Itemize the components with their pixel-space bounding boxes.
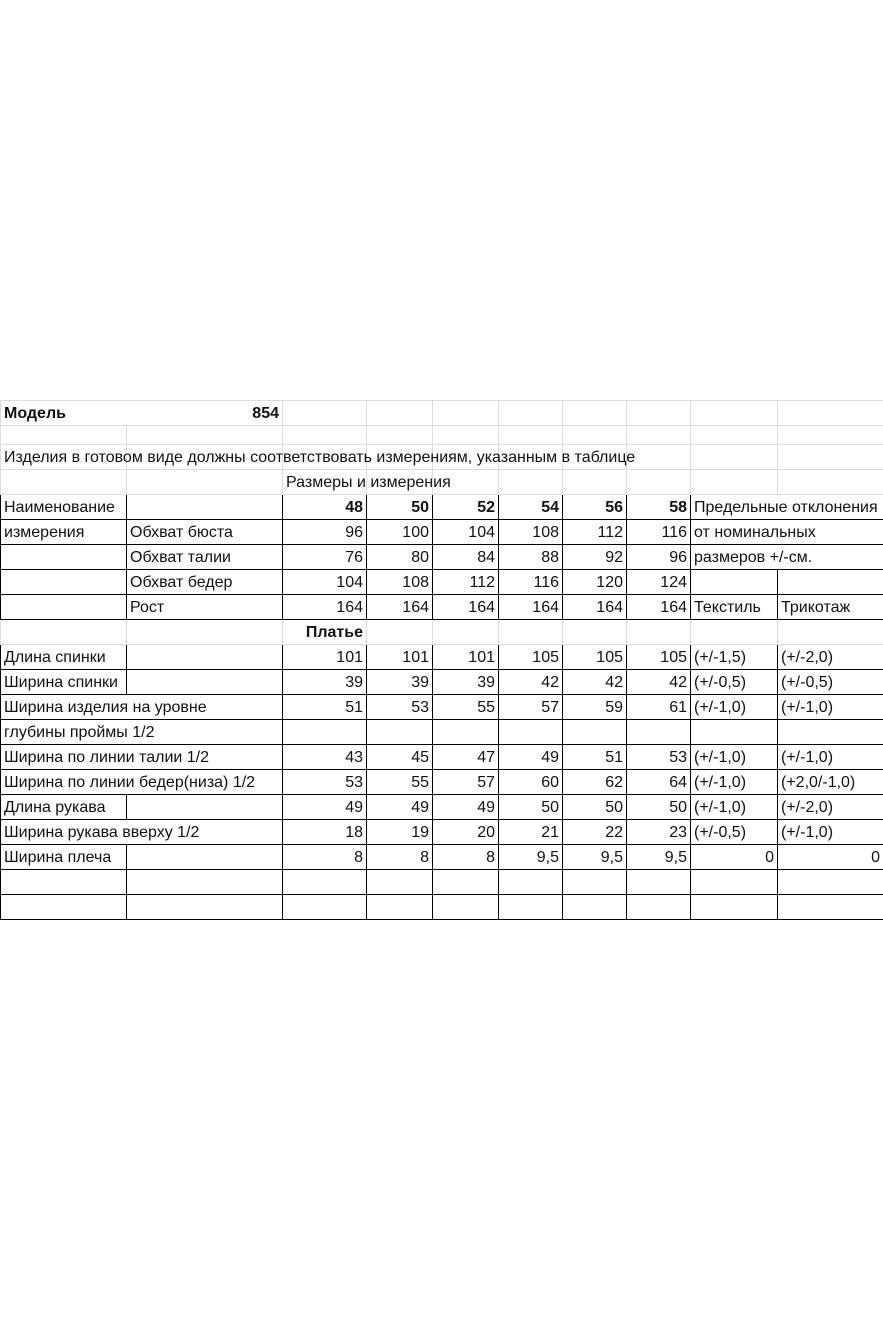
spreadsheet xyxy=(0,400,883,920)
measurement-value[interactable]: 80 xyxy=(367,545,433,570)
cell[interactable] xyxy=(691,895,778,920)
product-measure-name[interactable]: Ширина плеча xyxy=(1,845,127,870)
product-row xyxy=(1,795,883,820)
product-value[interactable]: 42 xyxy=(499,670,563,695)
product-value[interactable]: 49 xyxy=(499,745,563,770)
product-value[interactable]: 57 xyxy=(433,770,499,795)
name-header-cont[interactable]: измерения xyxy=(1,520,127,545)
product-value[interactable] xyxy=(283,720,367,745)
knit-tolerance[interactable]: (+/-1,0) xyxy=(778,745,883,770)
measurement-value[interactable]: 120 xyxy=(563,570,627,595)
cell[interactable] xyxy=(283,895,367,920)
product-title[interactable]: Платье xyxy=(283,620,367,645)
section-title[interactable]: Размеры и измерения xyxy=(283,470,367,495)
measurement-value[interactable]: 104 xyxy=(433,520,499,545)
measurement-value[interactable]: 116 xyxy=(627,520,691,545)
product-row xyxy=(1,770,883,795)
cell[interactable] xyxy=(691,870,778,895)
product-value[interactable] xyxy=(627,720,691,745)
cell[interactable] xyxy=(627,870,691,895)
cell[interactable] xyxy=(367,426,433,445)
product-value[interactable]: 60 xyxy=(499,770,563,795)
textile-tolerance[interactable]: 0 xyxy=(691,845,778,870)
cell[interactable] xyxy=(778,620,883,645)
measurement-value[interactable]: 96 xyxy=(283,520,367,545)
product-value[interactable]: 62 xyxy=(563,770,627,795)
product-value[interactable] xyxy=(367,720,433,745)
measurement-name[interactable]: Обхват бедер xyxy=(127,570,283,595)
cell[interactable] xyxy=(691,470,778,495)
cell[interactable] xyxy=(778,445,883,470)
product-value[interactable]: 22 xyxy=(563,820,627,845)
measurement-value[interactable]: 164 xyxy=(627,595,691,620)
measurement-value[interactable]: 164 xyxy=(433,595,499,620)
cell[interactable] xyxy=(1,870,127,895)
model-label[interactable]: Модель xyxy=(1,401,127,426)
measurement-value[interactable]: 124 xyxy=(627,570,691,595)
cell[interactable] xyxy=(127,795,283,820)
product-value[interactable]: 64 xyxy=(627,770,691,795)
measurement-value[interactable]: 100 xyxy=(367,520,433,545)
knit-tolerance[interactable]: (+/-2,0) xyxy=(778,795,883,820)
size-header-54[interactable]: 54 xyxy=(499,495,563,520)
cell[interactable] xyxy=(1,470,127,495)
product-value[interactable]: 9,5 xyxy=(563,845,627,870)
section-title-row xyxy=(1,470,883,495)
cell[interactable] xyxy=(563,426,627,445)
name-header[interactable]: Наименование xyxy=(1,495,127,520)
cell[interactable] xyxy=(563,470,627,495)
product-measure-name[interactable]: Длина рукава xyxy=(1,795,127,820)
cell[interactable] xyxy=(283,426,367,445)
cell[interactable] xyxy=(691,401,778,426)
product-value[interactable]: 61 xyxy=(627,695,691,720)
product-value[interactable]: 42 xyxy=(627,670,691,695)
product-title-row xyxy=(1,620,883,645)
cell[interactable] xyxy=(127,426,283,445)
product-value[interactable]: 19 xyxy=(367,820,433,845)
product-measure-name[interactable]: Ширина изделия на уровне xyxy=(1,695,127,720)
size-header-52[interactable]: 52 xyxy=(433,495,499,520)
knit-tolerance[interactable]: (+/-1,0) xyxy=(778,820,883,845)
cell[interactable] xyxy=(127,670,283,695)
cell[interactable] xyxy=(627,401,691,426)
empty-grid-row xyxy=(1,895,883,920)
cell[interactable] xyxy=(627,426,691,445)
measurement-value[interactable]: 164 xyxy=(563,595,627,620)
model-value[interactable]: 854 xyxy=(127,401,283,426)
textile-tolerance[interactable]: (+/-0,5) xyxy=(691,670,778,695)
cell[interactable] xyxy=(1,620,127,645)
cell[interactable] xyxy=(127,470,283,495)
cell[interactable] xyxy=(499,620,563,645)
cell[interactable] xyxy=(433,870,499,895)
product-value[interactable]: 9,5 xyxy=(627,845,691,870)
product-value[interactable]: 43 xyxy=(283,745,367,770)
measurement-value[interactable]: 104 xyxy=(283,570,367,595)
product-value[interactable]: 53 xyxy=(627,745,691,770)
cell[interactable] xyxy=(433,401,499,426)
knit-header[interactable]: Трикотаж xyxy=(778,595,883,620)
product-value[interactable]: 49 xyxy=(367,795,433,820)
measurement-value[interactable]: 88 xyxy=(499,545,563,570)
product-value[interactable]: 45 xyxy=(367,745,433,770)
cell[interactable] xyxy=(1,545,127,570)
model-row xyxy=(1,401,883,426)
body-measurement-row xyxy=(1,570,883,595)
cell[interactable] xyxy=(127,495,283,520)
product-value[interactable]: 21 xyxy=(499,820,563,845)
measurement-value[interactable]: 96 xyxy=(627,545,691,570)
product-row xyxy=(1,720,883,745)
body-measurement-row xyxy=(1,595,883,620)
cell[interactable] xyxy=(127,645,283,670)
empty-row xyxy=(1,426,883,445)
cell[interactable] xyxy=(1,595,127,620)
size-header-56[interactable]: 56 xyxy=(563,495,627,520)
cell[interactable] xyxy=(499,470,563,495)
product-value[interactable]: 53 xyxy=(367,695,433,720)
cell[interactable] xyxy=(433,426,499,445)
cell[interactable] xyxy=(691,426,778,445)
product-value[interactable]: 39 xyxy=(433,670,499,695)
product-value[interactable]: 51 xyxy=(563,745,627,770)
cell[interactable] xyxy=(563,895,627,920)
cell[interactable] xyxy=(563,620,627,645)
textile-tolerance[interactable]: (+/-1,0) xyxy=(691,695,778,720)
product-value[interactable]: 105 xyxy=(563,645,627,670)
cell[interactable] xyxy=(1,895,127,920)
cell[interactable] xyxy=(627,895,691,920)
cell[interactable] xyxy=(127,845,283,870)
body-measurement-row xyxy=(1,520,883,545)
measurement-name[interactable]: Рост xyxy=(127,595,283,620)
product-value[interactable]: 51 xyxy=(283,695,367,720)
product-value[interactable] xyxy=(563,720,627,745)
product-value[interactable]: 49 xyxy=(433,795,499,820)
product-value[interactable]: 50 xyxy=(627,795,691,820)
textile-tolerance[interactable]: (+/-1,0) xyxy=(691,795,778,820)
measurement-value[interactable]: 84 xyxy=(433,545,499,570)
product-value[interactable] xyxy=(499,720,563,745)
tolerance-header-cont[interactable]: от номинальных xyxy=(691,520,778,545)
measurement-value[interactable]: 112 xyxy=(563,520,627,545)
textile-tolerance[interactable]: (+/-0,5) xyxy=(691,820,778,845)
product-value[interactable]: 50 xyxy=(563,795,627,820)
measurement-name[interactable]: Обхват талии xyxy=(127,545,283,570)
knit-tolerance[interactable]: (+/-1,0) xyxy=(778,695,883,720)
cell[interactable] xyxy=(367,870,433,895)
product-value[interactable]: 39 xyxy=(367,670,433,695)
product-value[interactable]: 59 xyxy=(563,695,627,720)
cell[interactable] xyxy=(283,870,367,895)
cell[interactable] xyxy=(563,401,627,426)
product-value[interactable]: 20 xyxy=(433,820,499,845)
cell[interactable] xyxy=(778,401,883,426)
cell[interactable] xyxy=(1,426,127,445)
cell[interactable] xyxy=(627,620,691,645)
cell[interactable] xyxy=(778,570,883,595)
product-measure-name[interactable]: Ширина по линии бедер(низа) 1/2 xyxy=(1,770,127,795)
product-value[interactable]: 9,5 xyxy=(499,845,563,870)
cell[interactable] xyxy=(433,895,499,920)
product-value[interactable]: 49 xyxy=(283,795,367,820)
measurement-value[interactable]: 164 xyxy=(283,595,367,620)
product-value[interactable]: 55 xyxy=(367,770,433,795)
note-text[interactable]: Изделия в готовом виде должны соответствовать измерениям, указанным в таблице xyxy=(1,445,127,470)
knit-tolerance[interactable]: (+/-0,5) xyxy=(778,670,883,695)
measurement-value[interactable]: 92 xyxy=(563,545,627,570)
cell[interactable] xyxy=(563,870,627,895)
product-measure-name[interactable]: Длина спинки xyxy=(1,645,127,670)
product-value[interactable]: 47 xyxy=(433,745,499,770)
cell[interactable] xyxy=(778,426,883,445)
product-value[interactable]: 23 xyxy=(627,820,691,845)
product-row xyxy=(1,645,883,670)
knit-tolerance[interactable]: 0 xyxy=(778,845,883,870)
cell[interactable] xyxy=(691,570,778,595)
product-value[interactable]: 8 xyxy=(433,845,499,870)
cell[interactable] xyxy=(691,445,778,470)
cell[interactable] xyxy=(127,895,283,920)
tolerance-header[interactable]: Предельные отклонения xyxy=(691,495,778,520)
size-header-50[interactable]: 50 xyxy=(367,495,433,520)
product-value[interactable]: 42 xyxy=(563,670,627,695)
product-value[interactable]: 8 xyxy=(367,845,433,870)
empty-grid-row xyxy=(1,870,883,895)
cell[interactable] xyxy=(499,401,563,426)
note-row xyxy=(1,445,883,470)
product-measure-name[interactable]: Ширина по линии талии 1/2 xyxy=(1,745,127,770)
cell[interactable] xyxy=(433,620,499,645)
cell[interactable] xyxy=(778,470,883,495)
knit-tolerance[interactable]: (+2,0/-1,0) xyxy=(778,770,883,795)
product-value[interactable]: 105 xyxy=(499,645,563,670)
textile-tolerance[interactable]: (+/-1,0) xyxy=(691,770,778,795)
product-row xyxy=(1,820,883,845)
cell[interactable] xyxy=(367,895,433,920)
cell[interactable] xyxy=(691,620,778,645)
product-value[interactable]: 101 xyxy=(367,645,433,670)
product-row xyxy=(1,670,883,695)
knit-tolerance[interactable]: (+/-2,0) xyxy=(778,645,883,670)
measurement-value[interactable]: 76 xyxy=(283,545,367,570)
product-value[interactable]: 55 xyxy=(433,695,499,720)
measurement-value[interactable]: 164 xyxy=(499,595,563,620)
size-table xyxy=(0,400,883,920)
measurement-name[interactable]: Обхват бюста xyxy=(127,520,283,545)
product-value[interactable]: 18 xyxy=(283,820,367,845)
product-value[interactable]: 53 xyxy=(283,770,367,795)
product-row xyxy=(1,695,883,720)
product-value[interactable]: 39 xyxy=(283,670,367,695)
cell[interactable] xyxy=(367,620,433,645)
product-value[interactable]: 8 xyxy=(283,845,367,870)
measurement-value[interactable]: 116 xyxy=(499,570,563,595)
product-value[interactable] xyxy=(433,720,499,745)
cell[interactable] xyxy=(627,470,691,495)
cell[interactable] xyxy=(127,870,283,895)
product-row xyxy=(1,745,883,770)
measurement-value[interactable]: 112 xyxy=(433,570,499,595)
header-row xyxy=(1,495,883,520)
cell[interactable] xyxy=(778,870,883,895)
textile-tolerance[interactable]: (+/-1,5) xyxy=(691,645,778,670)
textile-tolerance[interactable]: (+/-1,0) xyxy=(691,745,778,770)
cell[interactable] xyxy=(283,401,367,426)
cell[interactable] xyxy=(627,445,691,470)
tolerance-header-cont[interactable]: размеров +/-см. xyxy=(691,545,778,570)
size-header-48[interactable]: 48 xyxy=(283,495,367,520)
textile-header[interactable]: Текстиль xyxy=(691,595,778,620)
textile-tolerance[interactable] xyxy=(691,720,778,745)
product-measure-name[interactable]: Ширина рукава вверху 1/2 xyxy=(1,820,127,845)
measurement-value[interactable]: 108 xyxy=(367,570,433,595)
measurement-value[interactable]: 108 xyxy=(499,520,563,545)
cell[interactable] xyxy=(367,401,433,426)
cell[interactable] xyxy=(778,895,883,920)
product-value[interactable]: 101 xyxy=(433,645,499,670)
product-measure-name[interactable]: Ширина спинки xyxy=(1,670,127,695)
cell[interactable] xyxy=(1,570,127,595)
cell[interactable] xyxy=(499,426,563,445)
knit-tolerance[interactable] xyxy=(778,720,883,745)
cell[interactable] xyxy=(127,620,283,645)
product-row xyxy=(1,845,883,870)
product-value[interactable]: 57 xyxy=(499,695,563,720)
size-header-58[interactable]: 58 xyxy=(627,495,691,520)
product-value[interactable]: 105 xyxy=(627,645,691,670)
product-value[interactable]: 101 xyxy=(283,645,367,670)
body-measurement-row xyxy=(1,545,883,570)
measurement-value[interactable]: 164 xyxy=(367,595,433,620)
product-measure-name[interactable]: глубины проймы 1/2 xyxy=(1,720,127,745)
cell[interactable] xyxy=(499,870,563,895)
product-value[interactable]: 50 xyxy=(499,795,563,820)
cell[interactable] xyxy=(499,895,563,920)
